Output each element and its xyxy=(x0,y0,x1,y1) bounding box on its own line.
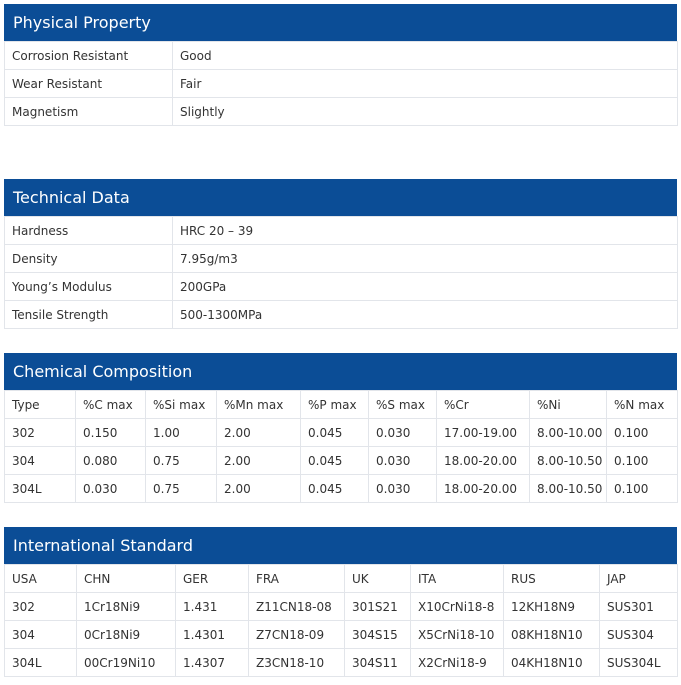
section-title: International Standard xyxy=(4,527,677,564)
table-cell: 18.00-20.00 xyxy=(437,447,530,475)
table-row xyxy=(5,70,678,98)
table-cell: Young’s Modulus xyxy=(5,273,173,301)
table-row xyxy=(5,42,678,70)
table-cell: HRC 20 – 39 xyxy=(173,217,678,245)
table-cell: 304 xyxy=(5,447,76,475)
table-cell: 2.00 xyxy=(217,447,301,475)
table-row xyxy=(5,649,678,677)
table-cell: %Cr xyxy=(437,391,530,419)
table-cell: 1Cr18Ni9 xyxy=(77,593,176,621)
chemical-composition-section xyxy=(4,353,677,503)
table-row xyxy=(5,565,678,593)
table-cell: SUS304 xyxy=(600,621,678,649)
table-cell: 7.95g/m3 xyxy=(173,245,678,273)
table-cell: 00Cr19Ni10 xyxy=(77,649,176,677)
table-cell: 0.75 xyxy=(146,475,217,503)
section-title: Physical Property xyxy=(4,4,677,41)
table-cell: 0.045 xyxy=(301,419,369,447)
table-cell: USA xyxy=(5,565,77,593)
table-cell: 12KH18N9 xyxy=(504,593,600,621)
table-cell: Tensile Strength xyxy=(5,301,173,329)
section-title: Technical Data xyxy=(4,179,677,216)
table-cell: 304S15 xyxy=(345,621,411,649)
table-cell: 17.00-19.00 xyxy=(437,419,530,447)
table-cell: %S max xyxy=(369,391,437,419)
chemical-composition-table xyxy=(4,390,678,503)
table-cell: 304L xyxy=(5,649,77,677)
table-row xyxy=(5,391,678,419)
table-cell: 0.75 xyxy=(146,447,217,475)
table-row xyxy=(5,98,678,126)
table-cell: 0.100 xyxy=(607,447,678,475)
table-cell: Slightly xyxy=(173,98,678,126)
table-row xyxy=(5,447,678,475)
table-cell: Z3CN18-10 xyxy=(249,649,345,677)
physical-property-table xyxy=(4,41,678,126)
table-cell: %C max xyxy=(76,391,146,419)
table-cell: 04KH18N10 xyxy=(504,649,600,677)
table-cell: 8.00-10.50 xyxy=(530,447,607,475)
table-cell: 0.100 xyxy=(607,475,678,503)
table-cell: Wear Resistant xyxy=(5,70,173,98)
table-cell: %Ni xyxy=(530,391,607,419)
table-cell: 18.00-20.00 xyxy=(437,475,530,503)
table-cell: Type xyxy=(5,391,76,419)
table-cell: %Mn max xyxy=(217,391,301,419)
table-cell: 200GPa xyxy=(173,273,678,301)
table-cell: 0.150 xyxy=(76,419,146,447)
table-cell: 304S11 xyxy=(345,649,411,677)
table-row xyxy=(5,621,678,649)
international-standard-section xyxy=(4,527,677,677)
table-cell: 0.100 xyxy=(607,419,678,447)
section-title: Chemical Composition xyxy=(4,353,677,390)
table-cell: 0.080 xyxy=(76,447,146,475)
table-cell: X10CrNi18-8 xyxy=(411,593,504,621)
international-standard-table xyxy=(4,564,678,677)
table-cell: 1.4307 xyxy=(176,649,249,677)
physical-property-section xyxy=(4,4,677,126)
table-cell: 0.030 xyxy=(76,475,146,503)
table-cell: Good xyxy=(173,42,678,70)
table-row xyxy=(5,245,678,273)
table-cell: GER xyxy=(176,565,249,593)
table-cell: %Si max xyxy=(146,391,217,419)
table-cell: 0.030 xyxy=(369,419,437,447)
table-cell: Density xyxy=(5,245,173,273)
table-cell: Hardness xyxy=(5,217,173,245)
table-row xyxy=(5,475,678,503)
table-cell: 8.00-10.50 xyxy=(530,475,607,503)
table-cell: 0.030 xyxy=(369,447,437,475)
table-cell: 08KH18N10 xyxy=(504,621,600,649)
table-cell: 302 xyxy=(5,419,76,447)
table-cell: 0.030 xyxy=(369,475,437,503)
table-cell: SUS304L xyxy=(600,649,678,677)
table-cell: UK xyxy=(345,565,411,593)
table-cell: 304L xyxy=(5,475,76,503)
table-cell: 2.00 xyxy=(217,419,301,447)
table-cell: CHN xyxy=(77,565,176,593)
table-row xyxy=(5,301,678,329)
table-cell: X2CrNi18-9 xyxy=(411,649,504,677)
table-cell: 301S21 xyxy=(345,593,411,621)
technical-data-table xyxy=(4,216,678,329)
table-cell: Magnetism xyxy=(5,98,173,126)
table-cell: 500-1300MPa xyxy=(173,301,678,329)
table-cell: 304 xyxy=(5,621,77,649)
table-cell: X5CrNi18-10 xyxy=(411,621,504,649)
table-row xyxy=(5,217,678,245)
table-cell: 2.00 xyxy=(217,475,301,503)
table-cell: 0.045 xyxy=(301,475,369,503)
table-cell: 8.00-10.00 xyxy=(530,419,607,447)
table-row xyxy=(5,273,678,301)
table-cell: Z7CN18-09 xyxy=(249,621,345,649)
table-cell: 0.045 xyxy=(301,447,369,475)
table-cell: Z11CN18-08 xyxy=(249,593,345,621)
table-cell: 1.431 xyxy=(176,593,249,621)
table-cell: SUS301 xyxy=(600,593,678,621)
table-cell: Fair xyxy=(173,70,678,98)
table-cell: 1.4301 xyxy=(176,621,249,649)
table-cell: 302 xyxy=(5,593,77,621)
table-row xyxy=(5,593,678,621)
table-cell: JAP xyxy=(600,565,678,593)
table-cell: Corrosion Resistant xyxy=(5,42,173,70)
table-cell: 0Cr18Ni9 xyxy=(77,621,176,649)
technical-data-section xyxy=(4,179,677,329)
table-cell: ITA xyxy=(411,565,504,593)
table-row xyxy=(5,419,678,447)
table-cell: 1.00 xyxy=(146,419,217,447)
table-cell: %N max xyxy=(607,391,678,419)
table-cell: RUS xyxy=(504,565,600,593)
table-cell: FRA xyxy=(249,565,345,593)
table-cell: %P max xyxy=(301,391,369,419)
